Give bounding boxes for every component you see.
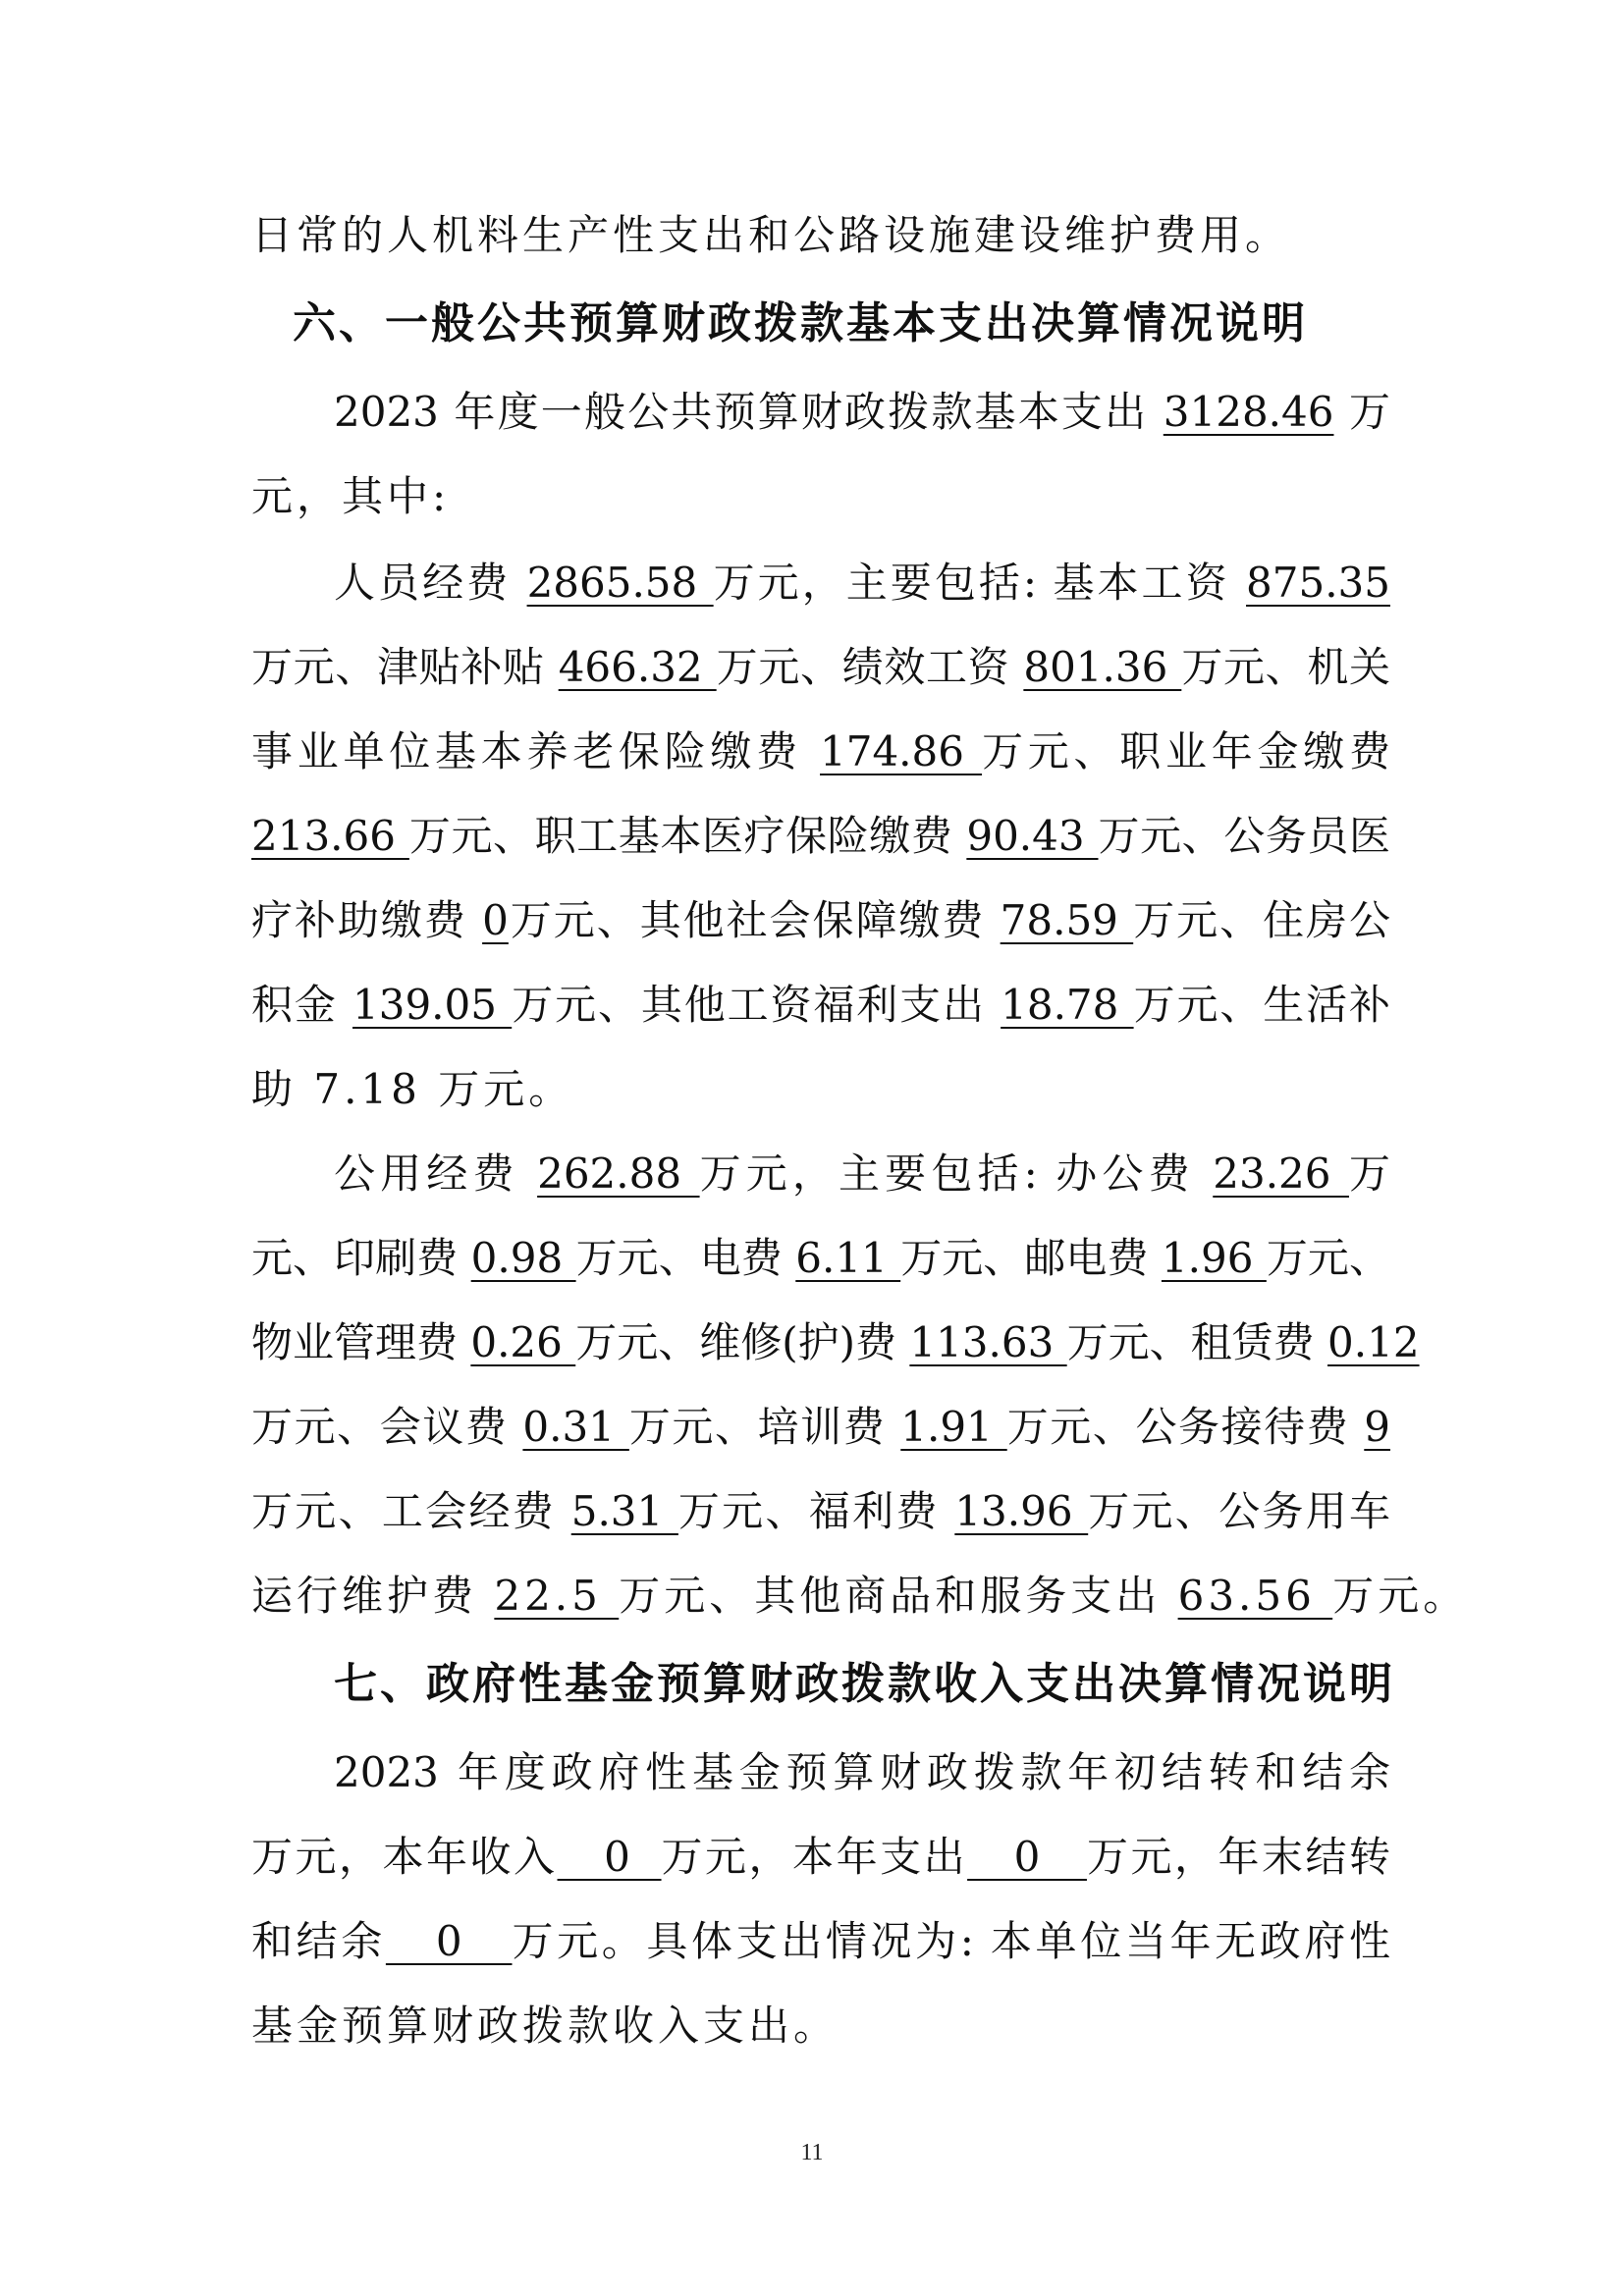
text-run: 万元、维修(护)费 [575,1318,910,1366]
page-number: 11 [800,2140,824,2165]
text-run: 万 [1349,1149,1391,1198]
amount-underlined: 13.96 [954,1487,1089,1535]
amount-underlined: 63.56 [1177,1572,1333,1620]
text-run: 运行维护费 [251,1572,495,1620]
text-line: 基金预算财政拨款收入支出。 [251,2002,839,2050]
text-line [251,809,1390,864]
amount-underlined: 78.59 [1000,896,1134,944]
text-run: 万元、福利费 [677,1487,955,1535]
text-run: 万元、公务用车 [1088,1487,1390,1535]
text-line [251,1830,1390,1885]
amount-underlined: 1.91 [900,1403,1007,1451]
amount-underlined: 139.05 [352,981,513,1029]
text-line [251,1315,1420,1370]
amount-underlined: 5.31 [570,1487,678,1535]
text-line [251,893,1390,948]
amount-underlined: 801.36 [1023,643,1182,691]
text-run: 万元，年末结转 [1086,1833,1390,1881]
text-run: 公用经费 [334,1149,538,1198]
text-line: 助 7.18 万元。 [251,1065,574,1113]
text-run: 万元、机关 [1181,643,1391,691]
text-run: 万元、绩效工资 [716,643,1024,691]
amount-underlined: 0 [967,1833,1087,1881]
amount-underlined: 0 [557,1833,662,1881]
amount-underlined: 174.86 [820,727,983,775]
text-line [334,385,1390,440]
text-line [251,1569,1469,1624]
amount-underlined: 0.31 [522,1403,629,1451]
amount-underlined: 6.11 [795,1234,901,1282]
text-run: 万元，本年收入 [251,1833,558,1881]
amount-underlined: 9 [1364,1403,1391,1451]
text-run: 万元、其他社会保障缴费 [508,896,1001,944]
text-line [251,1914,1390,1969]
text-run: 万元、生活补 [1133,981,1390,1029]
text-run: 积金 [251,981,352,1029]
text-run: 万 [1333,388,1390,436]
text-run: 万元、公务员医 [1098,812,1390,860]
amount-underlined: 213.66 [251,812,409,860]
amount-underlined: 0 [385,1917,513,1965]
text-run: 万元、培训费 [628,1403,901,1451]
text-run: 万元、其他商品和服务支出 [619,1572,1178,1620]
text-line [251,1484,1390,1539]
text-run: 万元，本年支出 [661,1833,968,1881]
text-line [251,640,1390,695]
amount-underlined: 2865.58 [526,559,714,607]
amount-underlined: 113.63 [909,1318,1067,1366]
text-line: 日常的人机料生产性支出和公路设施建设维护费用。 [251,211,1291,259]
amount-underlined: 875.35 [1246,559,1390,607]
text-run: 万元，主要包括: 办公费 [699,1149,1214,1198]
amount-underlined: 1.96 [1161,1234,1267,1282]
amount-underlined: 23.26 [1213,1149,1349,1198]
text-run: 事业单位基本养老保险缴费 [251,727,820,775]
text-line: 元，其中: [251,472,451,520]
section-heading-6: 六、一般公共预算财政拨款基本支出决算情况说明 [293,298,1308,348]
text-line: 2023 年度政府性基金预算财政拨款年初结转和结余 [334,1748,1390,1796]
text-line [251,978,1390,1033]
amount-underlined: 3128.46 [1163,388,1334,436]
text-run: 万元、会议费 [251,1403,523,1451]
amount-underlined: 0.98 [470,1234,576,1282]
amount-underlined: 90.43 [966,812,1099,860]
text-run: 万元、津贴补贴 [251,643,559,691]
text-run: 万元、 [1266,1234,1390,1282]
text-run: 万元、住房公 [1133,896,1390,944]
amount-underlined: 0 [482,896,509,944]
amount-underlined: 0.12 [1327,1318,1420,1366]
text-run: 万元、其他工资福利支出 [512,981,1001,1029]
amount-underlined: 466.32 [558,643,717,691]
text-run: 万元、邮电费 [900,1234,1162,1282]
amount-underlined: 18.78 [1001,981,1134,1029]
text-line [251,1400,1390,1455]
text-line [334,1147,1390,1201]
amount-underlined: 0.26 [470,1318,576,1366]
text-run: 元、印刷费 [251,1234,471,1282]
text-run: 万元，主要包括: 基本工资 [713,559,1247,607]
text-run: 疗补助缴费 [251,896,483,944]
text-run: 和结余 [251,1917,386,1965]
text-run: 万元、租赁费 [1066,1318,1328,1366]
section-heading-7: 七、政府性基金预算财政拨款收入支出决算情况说明 [334,1659,1395,1709]
text-run: 万元、职业年金缴费 [982,727,1390,775]
text-run: 万元、职工基本医疗保险缴费 [408,812,967,860]
text-run: 万元。 [1332,1572,1469,1620]
amount-underlined: 22.5 [494,1572,620,1620]
text-line [334,556,1390,611]
text-line [251,724,1390,779]
text-run: 万元、电费 [575,1234,796,1282]
text-run: 人员经费 [334,559,527,607]
text-run: 2023 年度一般公共预算财政拨款基本支出 [334,388,1164,436]
text-run: 物业管理费 [251,1318,471,1366]
amount-underlined: 262.88 [537,1149,700,1198]
text-line [251,1231,1390,1286]
text-run: 万元。具体支出情况为: 本单位当年无政府性 [512,1917,1390,1965]
text-run: 万元、公务接待费 [1006,1403,1365,1451]
text-run: 万元、工会经费 [251,1487,571,1535]
